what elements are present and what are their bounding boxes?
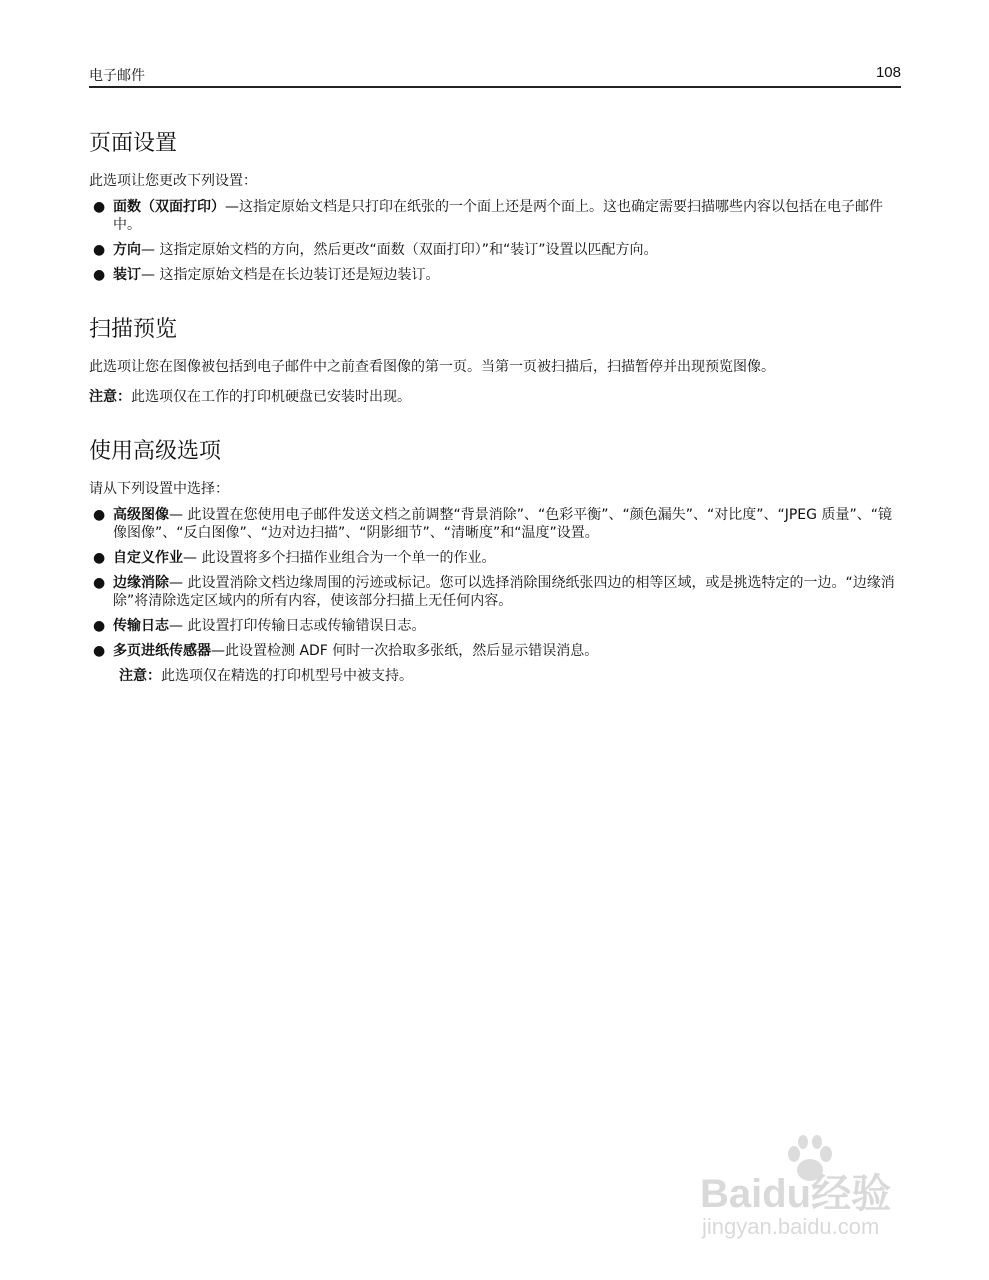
item-term: 传输日志 (113, 618, 169, 634)
list-item (89, 198, 905, 234)
bullet-icon: ● (93, 550, 106, 566)
item-term: 方向 (113, 242, 141, 258)
item-text: — 此设置打印传输日志或传输错误日志。 (169, 618, 426, 634)
item-term: 自定义作业 (113, 550, 183, 566)
bullet-icon: ● (93, 267, 106, 283)
item-text: — 这指定原始文档是在长边装订还是短边装订。 (141, 267, 440, 283)
section-heading: 使用高级选项 (89, 439, 222, 464)
section-intro: 请从下列设置中选择： (89, 481, 229, 497)
note-label: 注意： (89, 389, 131, 405)
item-term: 边缘消除 (113, 575, 169, 591)
settings-list (89, 198, 905, 284)
item-text: —这指定原始文档是只打印在纸张的一个面上还是两个面上。这也确定需要扫描哪些内容以包括在电子邮件中。 (113, 199, 883, 233)
section-intro: 此选项让您更改下列设置： (89, 173, 257, 189)
section-heading: 扫描预览 (89, 317, 178, 342)
bullet-icon: ● (93, 242, 106, 258)
bullet-icon: ● (93, 507, 106, 523)
list-item (89, 574, 905, 610)
item-term: 高级图像 (113, 507, 169, 523)
note-text: 此选项仅在精选的打印机型号中被支持。 (161, 668, 413, 684)
bullet-icon: ● (93, 643, 106, 659)
item-text: —此设置检测 ADF 何时一次拾取多张纸，然后显示错误消息。 (211, 643, 599, 659)
bullet-icon: ● (93, 575, 106, 591)
item-text: — 此设置将多个扫描作业组合为一个单一的作业。 (183, 550, 496, 566)
list-item (89, 266, 905, 284)
item-text: — 这指定原始文档的方向，然后更改“面数（双面打印）”和“装订”设置以匹配方向。 (141, 242, 658, 258)
section-heading: 页面设置 (89, 131, 178, 156)
header-title: 电子邮件 (89, 68, 145, 84)
page-content (89, 128, 905, 715)
settings-list (89, 506, 905, 660)
item-term: 装订 (113, 267, 141, 283)
section-advanced-options (89, 436, 905, 685)
item-text: — 此设置消除文档边缘周围的污迹或标记。您可以选择消除围绕纸张四边的相等区域，或是挑选特定的一边。“边缘消除”将清除选定区域内的所有内容，使该部分扫描上无任何内容。 (113, 575, 895, 609)
watermark-brand: Baidu经验 (700, 1172, 892, 1216)
section-scan-preview (89, 314, 905, 406)
item-term: 多页进纸传感器 (113, 643, 211, 659)
list-item (89, 549, 905, 567)
watermark-url: jingyan.baidu.com (702, 1214, 880, 1239)
page-header (89, 64, 901, 88)
list-item (89, 241, 905, 259)
note (89, 388, 905, 406)
item-term: 面数（双面打印） (113, 199, 225, 215)
list-item (89, 617, 905, 635)
note-text: 此选项仅在工作的打印机硬盘已安装时出现。 (131, 389, 411, 405)
note (89, 667, 905, 685)
item-text: — 此设置在您使用电子邮件发送文档之前调整“背景消除”、“色彩平衡”、“颜色漏失”、“对比度”、“JPEG 质量”、“镜像图像”、“反白图像”、“边对边扫描”、“阴影细节”、“清晰度”和“温度”设置。 (113, 507, 892, 541)
list-item (89, 642, 905, 660)
baidu-watermark (700, 1130, 930, 1250)
section-body: 此选项让您在图像被包括到电子邮件中之前查看图像的第一页。当第一页被扫描后，扫描暂停并出现预览图像。 (89, 359, 775, 375)
list-item (89, 506, 905, 542)
note-label: 注意： (119, 668, 161, 684)
bullet-icon: ● (93, 199, 106, 215)
page-number: 108 (875, 64, 901, 81)
bullet-icon: ● (93, 618, 106, 634)
section-page-setup (89, 128, 905, 284)
